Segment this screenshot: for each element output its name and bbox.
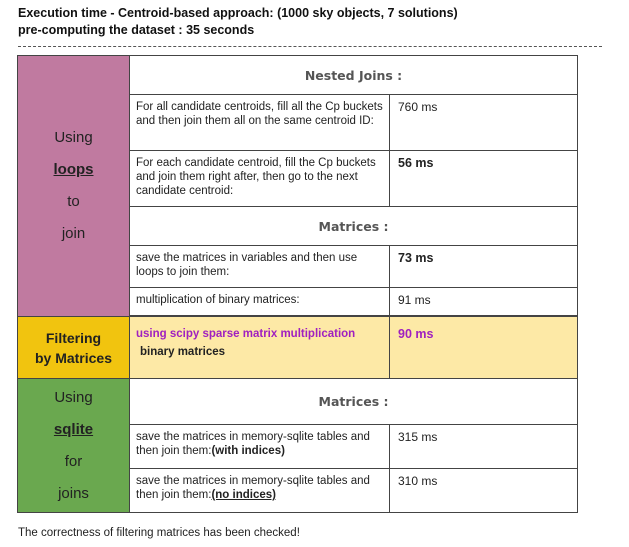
row-value: 56 ms: [390, 151, 578, 207]
row-description-text: save the matrices in memory-sqlite tables and then join them:: [136, 431, 370, 457]
row-value: 90 ms: [390, 317, 578, 379]
row-description: [130, 469, 390, 513]
category-matrices: Matrices :: [130, 207, 578, 246]
row-value: 73 ms: [390, 246, 578, 288]
row-value: 91 ms: [390, 288, 578, 316]
row-description: For all candidate centroids, fill all the Cp buckets and then join them all on the same centroid ID:: [130, 95, 390, 151]
row-value: 310 ms: [390, 469, 578, 513]
row-description: [130, 425, 390, 469]
footer-note: The correctness of filtering matrices has been checked!: [18, 527, 300, 539]
header-title: Execution time - Centroid-based approach: (1000 sky objects, 7 solutions): [18, 6, 458, 20]
row-description: [130, 317, 390, 379]
row-description: For each candidate centroid, fill the Cp buckets and join them right after, then go to the next candidate centroid:: [130, 151, 390, 207]
section-sqlite-line: joins: [58, 484, 89, 502]
section-filtering: [18, 317, 130, 379]
section-sqlite: [18, 379, 130, 513]
category-nested-joins: Nested Joins :: [130, 56, 578, 95]
row-value: 760 ms: [390, 95, 578, 151]
row-description: multiplication of binary matrices:: [130, 288, 390, 316]
section-sqlite-line: Using: [54, 388, 93, 406]
row-value: 315 ms: [390, 425, 578, 469]
section-sqlite-keyword: sqlite: [53, 420, 94, 438]
section-loops-line: Using: [54, 129, 93, 146]
row-description-highlight: using scipy sparse matrix multiplication: [136, 328, 356, 340]
table-row: [18, 317, 578, 379]
row-description-text: save the matrices in memory-sqlite tables and then join them:: [136, 475, 370, 501]
row-description: save the matrices in variables and then use loops to join them:: [130, 246, 390, 288]
header-subtitle: pre-computing the dataset : 35 seconds: [18, 23, 255, 37]
row-description-note: (no indices): [211, 489, 276, 501]
section-loops: [18, 56, 130, 317]
results-table: [17, 55, 578, 513]
section-sqlite-line: for: [64, 452, 83, 470]
row-description-note: (with indices): [211, 445, 285, 457]
section-filtering-line: Filtering: [45, 329, 102, 346]
section-loops-line: to: [67, 193, 80, 210]
row-description-sub: binary matrices: [140, 346, 226, 358]
section-filtering-line: by Matrices: [34, 349, 113, 366]
section-loops-keyword: loops: [53, 161, 94, 178]
section-loops-line: join: [61, 225, 86, 242]
category-matrices: Matrices :: [130, 379, 578, 425]
dashed-divider: [18, 46, 602, 47]
